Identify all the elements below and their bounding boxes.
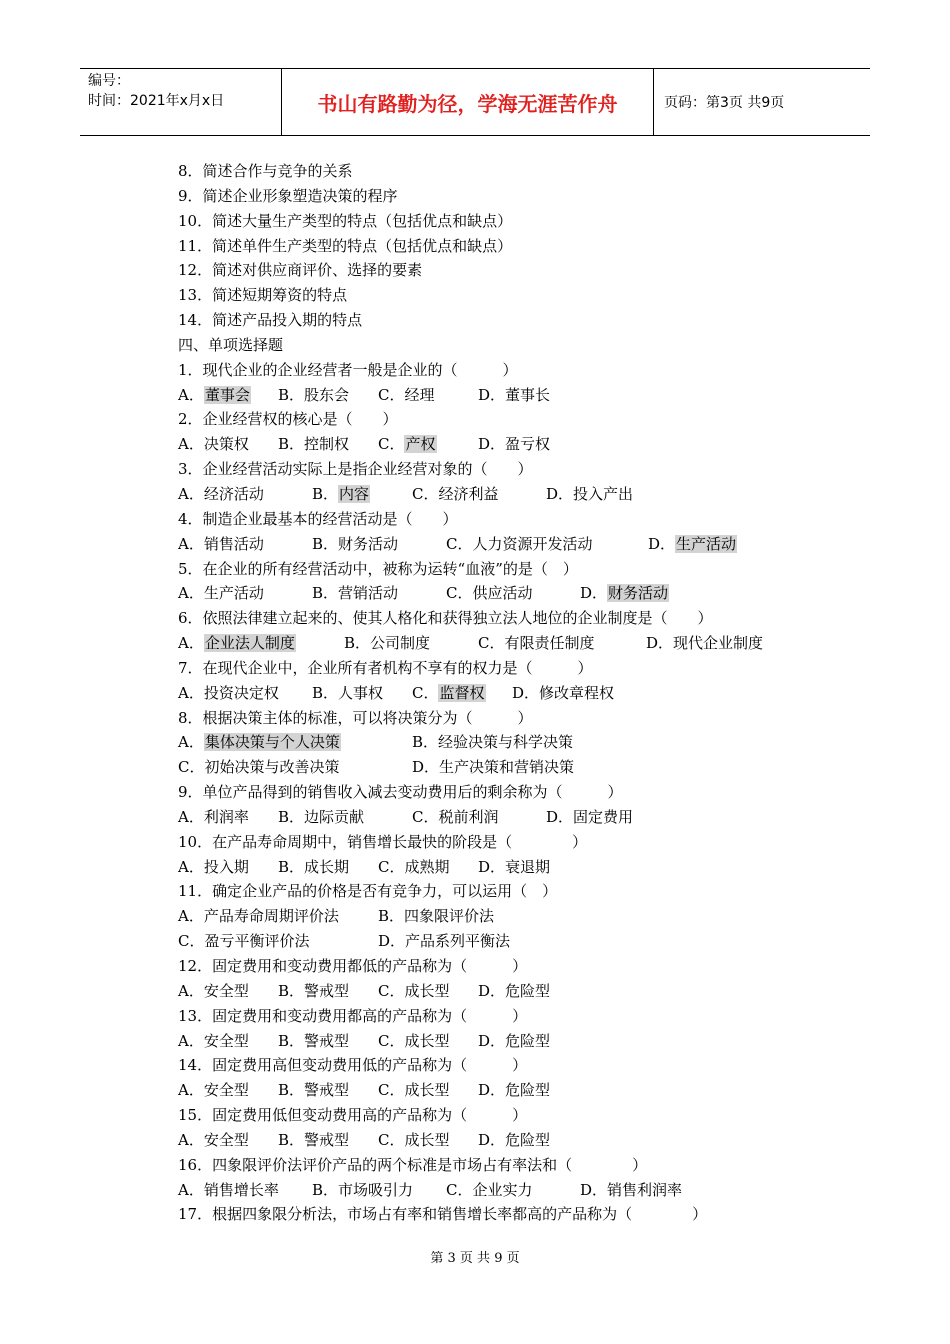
question-stem: 3．企业经营活动实际上是指企业经营对象的（ ） bbox=[178, 460, 533, 479]
option-label: D． bbox=[580, 584, 608, 603]
option-label: A． bbox=[178, 634, 204, 653]
question-stem: 14．固定费用高但变动费用低的产品称为（ ） bbox=[178, 1056, 528, 1075]
question-stem: 13．固定费用和变动费用都高的产品称为（ ） bbox=[178, 1006, 528, 1025]
option-label: C．企业实力 bbox=[446, 1180, 533, 1199]
short-answer-question: 11．简述单件生产类型的特点（包括优点和缺点） bbox=[178, 236, 513, 255]
option bbox=[344, 631, 478, 656]
option-label: B．警戒型 bbox=[278, 1081, 350, 1100]
option-row bbox=[178, 1078, 838, 1103]
option bbox=[178, 805, 278, 830]
option-label: D．董事长 bbox=[478, 385, 551, 404]
option bbox=[546, 482, 633, 507]
question-stem: 11．确定企业产品的价格是否有竞争力，可以运用（ ） bbox=[178, 882, 558, 901]
option-row bbox=[178, 532, 838, 557]
highlighted-answer: 集体决策与个人决策 bbox=[204, 733, 340, 752]
option-row bbox=[178, 631, 838, 656]
option bbox=[378, 855, 478, 880]
option bbox=[446, 581, 580, 606]
document-body bbox=[178, 159, 838, 1227]
option-label: B．市场吸引力 bbox=[312, 1180, 414, 1199]
highlighted-answer: 董事会 bbox=[204, 385, 250, 404]
section-title: 四、单项选择题 bbox=[178, 335, 284, 354]
short-answer-question: 8．简述合作与竞争的关系 bbox=[178, 162, 353, 180]
option-label: A． bbox=[178, 733, 204, 752]
option bbox=[312, 581, 446, 606]
option-row bbox=[178, 432, 838, 457]
option-label: B．成长期 bbox=[278, 857, 350, 876]
option-label: D．衰退期 bbox=[478, 857, 551, 876]
option-label: A．产品寿命周期评价法 bbox=[178, 907, 339, 926]
option-label: B．股东会 bbox=[278, 385, 350, 404]
option bbox=[478, 855, 550, 880]
time-label: 时间：2021年x月x日 bbox=[88, 93, 225, 109]
question-stem: 12．固定费用和变动费用都低的产品称为（ ） bbox=[178, 957, 528, 975]
short-answer-question: 9．简述企业形象塑造决策的程序 bbox=[178, 186, 398, 205]
option-label: C．盈亏平衡评价法 bbox=[178, 932, 310, 951]
option bbox=[378, 1078, 478, 1103]
option bbox=[178, 1078, 278, 1103]
question-stem: 17．根据四象限分析法，市场占有率和销售增长率都高的产品称为（ ） bbox=[178, 1205, 708, 1224]
option-row bbox=[178, 805, 838, 830]
option-label: A．投入期 bbox=[178, 857, 249, 876]
option-label: A． bbox=[178, 385, 204, 404]
option bbox=[378, 432, 478, 457]
option bbox=[312, 482, 412, 507]
option bbox=[278, 432, 378, 457]
option bbox=[278, 805, 412, 830]
option bbox=[478, 383, 550, 408]
option bbox=[178, 581, 312, 606]
highlighted-answer: 监督权 bbox=[439, 683, 485, 702]
option bbox=[546, 805, 633, 830]
option bbox=[648, 532, 737, 557]
option-label: B．经验决策与科学决策 bbox=[412, 733, 574, 752]
option-label: D．危险型 bbox=[478, 1130, 551, 1149]
option bbox=[312, 1178, 446, 1203]
header-meta bbox=[80, 69, 282, 135]
option-label: B．警戒型 bbox=[278, 1130, 350, 1149]
option-label: A．利润率 bbox=[178, 807, 249, 826]
option bbox=[478, 1029, 550, 1054]
option-row bbox=[178, 929, 838, 954]
question-stem: 7．在现代企业中，企业所有者机构不享有的权力是（ ） bbox=[178, 658, 593, 677]
question-stem: 16．四象限评价法评价产品的两个标准是市场占有率法和（ ） bbox=[178, 1155, 648, 1174]
option bbox=[178, 929, 378, 954]
option bbox=[178, 730, 412, 755]
question-stem: 5．在企业的所有经营活动中，被称为运转“血液”的是（ ） bbox=[178, 559, 578, 578]
option-label: C． bbox=[378, 435, 405, 454]
option bbox=[646, 631, 763, 656]
option-row bbox=[178, 1128, 838, 1153]
option bbox=[412, 681, 512, 706]
option-label: A．生产活动 bbox=[178, 584, 264, 603]
option-label: D． bbox=[648, 534, 676, 553]
option-label: C．有限责任制度 bbox=[478, 634, 595, 653]
option bbox=[378, 929, 510, 954]
option-label: C．成长型 bbox=[378, 981, 450, 1000]
option-label: C．成熟期 bbox=[378, 857, 450, 876]
option bbox=[278, 383, 378, 408]
option-label: B．财务活动 bbox=[312, 534, 399, 553]
option-label: A．投资决定权 bbox=[178, 683, 279, 702]
option-label: D．固定费用 bbox=[546, 807, 634, 826]
option bbox=[378, 904, 494, 929]
option bbox=[312, 532, 446, 557]
option bbox=[178, 1128, 278, 1153]
option-label: A．经济活动 bbox=[178, 484, 264, 503]
option bbox=[178, 532, 312, 557]
short-answer-question: 12．简述对供应商评价、选择的要素 bbox=[178, 261, 423, 280]
option bbox=[312, 681, 412, 706]
option-label: C．成长型 bbox=[378, 1031, 450, 1050]
option bbox=[478, 631, 646, 656]
option-label: A．安全型 bbox=[178, 1081, 249, 1100]
option bbox=[378, 1029, 478, 1054]
option bbox=[378, 1128, 478, 1153]
option bbox=[378, 383, 478, 408]
option bbox=[412, 482, 546, 507]
page-footer: 第 3 页 共 9 页 bbox=[430, 1251, 520, 1266]
option-label: D．现代企业制度 bbox=[646, 634, 764, 653]
option-label: D．销售利润率 bbox=[580, 1180, 683, 1199]
option-label: C．经济利益 bbox=[412, 484, 499, 503]
option-label: B．四象限评价法 bbox=[378, 907, 495, 926]
option-row bbox=[178, 855, 838, 880]
option-label: A．安全型 bbox=[178, 1130, 249, 1149]
number-label: 编号： bbox=[88, 73, 130, 89]
option-label: B．控制权 bbox=[278, 435, 350, 454]
option bbox=[178, 855, 278, 880]
question-stem: 6．依照法律建立起来的、使其人格化和获得独立法人地位的企业制度是（ ） bbox=[178, 609, 713, 628]
option bbox=[478, 1078, 550, 1103]
option-row bbox=[178, 1178, 838, 1203]
question-stem: 9．单位产品得到的销售收入减去变动费用后的剩余称为（ ） bbox=[178, 783, 623, 802]
header-motto: 书山有路勤为径，学海无涯苦作舟 bbox=[282, 69, 654, 135]
option-label: D．盈亏权 bbox=[478, 435, 551, 454]
option bbox=[512, 681, 614, 706]
option-label: D．危险型 bbox=[478, 981, 551, 1000]
option bbox=[178, 1029, 278, 1054]
option bbox=[278, 1078, 378, 1103]
highlighted-answer: 生产活动 bbox=[676, 534, 737, 553]
option-row bbox=[178, 1029, 838, 1054]
option bbox=[446, 1178, 580, 1203]
option-label: B．警戒型 bbox=[278, 1031, 350, 1050]
question-stem: 4．制造企业最基本的经营活动是（ ） bbox=[178, 509, 458, 528]
option bbox=[178, 432, 278, 457]
option bbox=[478, 1128, 550, 1153]
highlighted-answer: 内容 bbox=[339, 484, 370, 503]
option bbox=[412, 730, 573, 755]
option bbox=[178, 383, 278, 408]
option-label: D．生产决策和营销决策 bbox=[412, 758, 575, 777]
option-label: B． bbox=[312, 484, 339, 503]
option-row bbox=[178, 904, 838, 929]
option-row bbox=[178, 482, 838, 507]
short-answer-question: 14．简述产品投入期的特点 bbox=[178, 311, 363, 330]
option bbox=[278, 1029, 378, 1054]
option-label: C．初始决策与改善决策 bbox=[178, 758, 340, 777]
option bbox=[178, 681, 312, 706]
option bbox=[478, 979, 550, 1004]
option-label: C． bbox=[412, 683, 439, 702]
option-row bbox=[178, 979, 838, 1004]
option-row bbox=[178, 581, 838, 606]
option-label: D．修改章程权 bbox=[512, 683, 615, 702]
option-label: D．投入产出 bbox=[546, 484, 634, 503]
option bbox=[278, 1128, 378, 1153]
option-row bbox=[178, 755, 838, 780]
option bbox=[580, 1178, 682, 1203]
option-label: C．人力资源开发活动 bbox=[446, 534, 593, 553]
option bbox=[580, 581, 669, 606]
question-stem: 10．在产品寿命周期中，销售增长最快的阶段是（ ） bbox=[178, 832, 588, 851]
option-label: C．供应活动 bbox=[446, 584, 533, 603]
question-stem: 1．现代企业的企业经营者一般是企业的（ ） bbox=[178, 360, 518, 379]
option bbox=[178, 631, 344, 656]
option-label: C．成长型 bbox=[378, 1081, 450, 1100]
highlighted-answer: 企业法人制度 bbox=[204, 634, 295, 653]
option-label: C．成长型 bbox=[378, 1130, 450, 1149]
option-label: B．营销活动 bbox=[312, 584, 399, 603]
option-label: B．公司制度 bbox=[344, 634, 431, 653]
option-label: D．产品系列平衡法 bbox=[378, 932, 511, 951]
option-row bbox=[178, 681, 838, 706]
option-row bbox=[178, 730, 838, 755]
option bbox=[178, 979, 278, 1004]
option bbox=[278, 855, 378, 880]
option-label: C．税前利润 bbox=[412, 807, 499, 826]
option-label: B．人事权 bbox=[312, 683, 384, 702]
option-label: A．销售活动 bbox=[178, 534, 264, 553]
option bbox=[178, 904, 378, 929]
option-row bbox=[178, 383, 838, 408]
highlighted-answer: 财务活动 bbox=[608, 584, 669, 603]
option-label: A．安全型 bbox=[178, 981, 249, 1000]
option-label: A．决策权 bbox=[178, 435, 249, 454]
question-stem: 8．根据决策主体的标准，可以将决策分为（ ） bbox=[178, 708, 533, 727]
option bbox=[446, 532, 648, 557]
option-label: A．安全型 bbox=[178, 1031, 249, 1050]
option bbox=[178, 482, 312, 507]
question-stem: 15．固定费用低但变动费用高的产品称为（ ） bbox=[178, 1106, 528, 1125]
highlighted-answer: 产权 bbox=[405, 435, 436, 454]
page-header bbox=[80, 68, 870, 136]
option bbox=[412, 755, 574, 780]
option bbox=[178, 1178, 312, 1203]
option-label: D．危险型 bbox=[478, 1081, 551, 1100]
option-label: C．经理 bbox=[378, 385, 435, 404]
option bbox=[178, 755, 412, 780]
option bbox=[278, 979, 378, 1004]
option bbox=[478, 432, 550, 457]
short-answer-question: 13．简述短期筹资的特点 bbox=[178, 286, 348, 305]
option-label: B．边际贡献 bbox=[278, 807, 365, 826]
short-answer-question: 10．简述大量生产类型的特点（包括优点和缺点） bbox=[178, 211, 513, 230]
option-label: B．警戒型 bbox=[278, 981, 350, 1000]
option bbox=[378, 979, 478, 1004]
option-label: D．危险型 bbox=[478, 1031, 551, 1050]
header-page-info: 页码：第3页 共9页 bbox=[664, 95, 785, 111]
option bbox=[412, 805, 546, 830]
question-stem: 2．企业经营权的核心是（ ） bbox=[178, 410, 398, 429]
option-label: A．销售增长率 bbox=[178, 1180, 279, 1199]
